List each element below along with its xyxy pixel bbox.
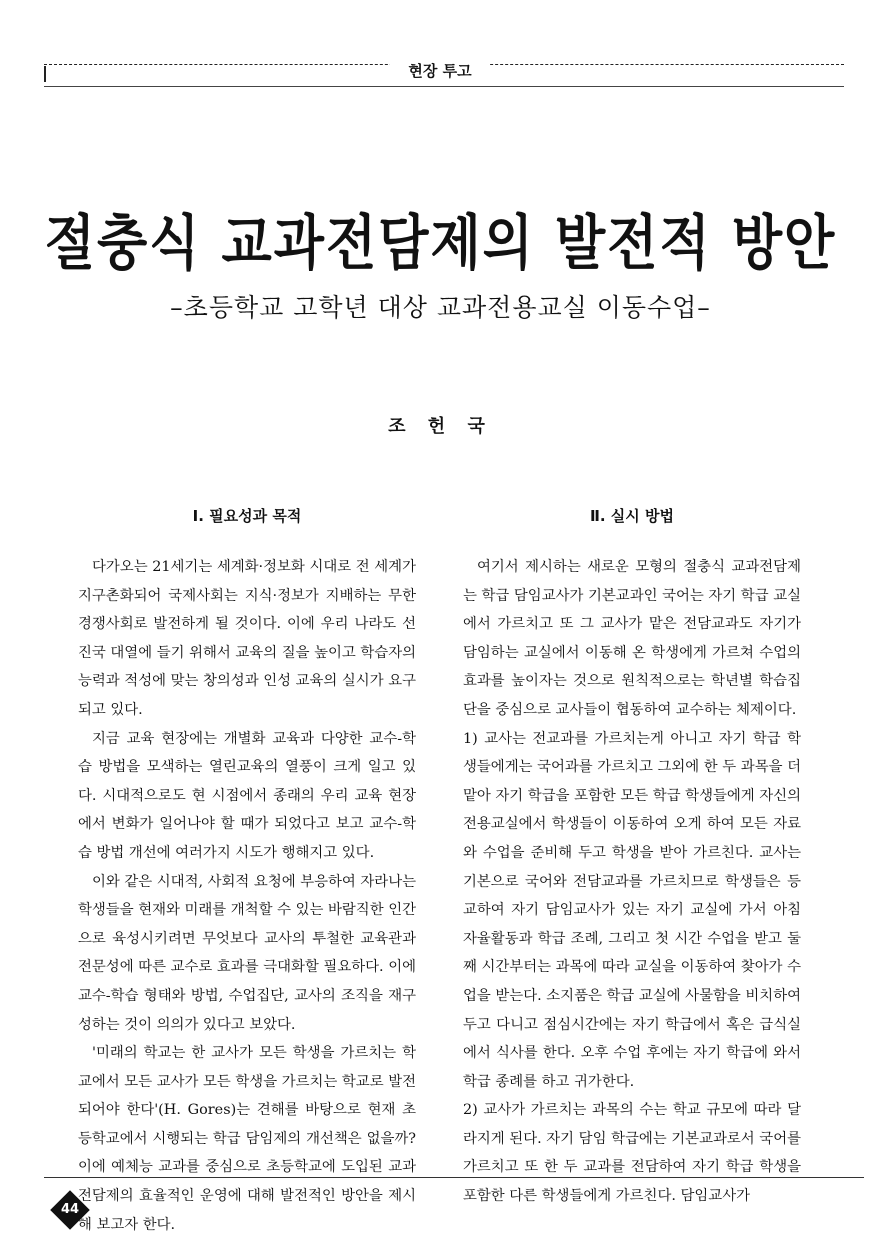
article-author: 조 헌 국 [388,416,493,437]
header-rule [44,86,844,87]
header-tick-mark [44,66,46,82]
section-label: 현장 투고 [390,60,490,81]
paragraph: 1) 교사는 전교과를 가르치는게 아니고 자기 학급 학생들에게는 국어과를 가르치고 그외에 한 두 과목을 더 맡아 자기 학급을 포함한 모든 학급 학생들에게 자신의 전용교실에서 학생들이 이동하여 오게 하여 모든 자료와 수업을 준비해 두고 학생을 받아 가르친다. 교사는 기본으로 국어와 전담교과를 가르치므로 학생들은 등교하여 자기 담임교사가 있는 자기 교실에 가서 아침 자율활동과 학급 조례, 그리고 첫 시간 수업을 받고 둘째 시간부터는 과목에 따라 교실을 이동하여 찾아가 수업을 받는다. 소지품은 학급 교실에 사물함을 비치하여 두고 다니고 점심시간에는 자기 학급에서 혹은 급식실에서 식사를 한다. 오후 수업 후에는 자기 학급에 와서 학급 종례를 하고 귀가한다. [463,730,801,1090]
section-heading-method: Ⅱ. 실시 방법 [590,507,674,525]
article-title: 절충식 교과전담제의 발전적 방안 [44,209,837,279]
paragraph: 다가오는 21세기는 세계화·정보화 시대로 전 세계가 지구촌화되어 국제사회는 지식·정보가 지배하는 무한경쟁사회로 발전하게 될 것이다. 이에 우리 나라도 선진국 대열에 들기 위해서 교육의 질을 높이고 학습자의 능력과 적성에 맞는 창의성과 인성 교육의 실시가 요구되고 있다. [78,559,416,718]
page-number: 44 [60,1202,80,1217]
article-subtitle: –초등학교 고학년 대상 교과전용교실 이동수업– [170,293,711,322]
section-heading-purpose: Ⅰ. 필요성과 목적 [192,507,302,525]
right-column [463,505,801,1211]
paragraph: '미래의 학교는 한 교사가 모든 학생을 가르치는 학교에서 모든 교사가 모든 학생을 가르치는 학교로 발전되어야 한다'(H. Gores)는 견해를 바탕으로 현재 초등학교에서 시행되는 학급 담임제의 개선책은 없을까? 이에 예체능 교과를 중심으로 초등학교에 도입된 교과전담제의 효율적인 운영에 대해 발전적인 방안을 제시해 보고자 한다. [78,1045,416,1233]
paragraph: 지금 교육 현장에는 개별화 교육과 다양한 교수-학습 방법을 모색하는 열린교육의 열풍이 크게 일고 있다. 시대적으로도 현 시점에서 종래의 우리 교육 현장에서 변화가 일어나야 할 때가 되었다고 보고 교수-학습 방법 개선에 여러가지 시도가 행해지고 있다. [78,730,416,861]
paragraph: 2) 교사가 가르치는 과목의 수는 학교 규모에 따라 달라지게 된다. 자기 담임 학급에는 기본교과로서 국어를 가르치고 또 한 두 교과를 전담하여 자기 학급 학생을 포함한 다른 학생들에게 가르친다. 담임교사가 [463,1102,801,1205]
left-column [78,505,416,1239]
paragraph: 여기서 제시하는 새로운 모형의 절충식 교과전담제는 학급 담임교사가 기본교과인 국어는 자기 학급 교실에서 가르치고 또 그 교사가 맡은 전담교과도 자기가 담임하는 교실에서 이동해 온 학생에게 가르쳐 수업의 효과를 높이자는 것으로 원칙적으로는 학년별 학습집단을 중심으로 교사들이 협동하여 교수하는 체제이다. [463,559,801,718]
paragraph: 이와 같은 시대적, 사회적 요청에 부응하여 자라나는 학생들을 현재와 미래를 개척할 수 있는 바람직한 인간으로 육성시키려면 무엇보다 교사의 투철한 교육관과 전문성에 따른 교수로 효과를 극대화할 필요하다. 이에 교수-학습 형태와 방법, 수업집단, 교사의 조직을 재구성하는 것이 의의가 있다고 보았다. [78,873,416,1033]
footer-rule [44,1177,864,1178]
